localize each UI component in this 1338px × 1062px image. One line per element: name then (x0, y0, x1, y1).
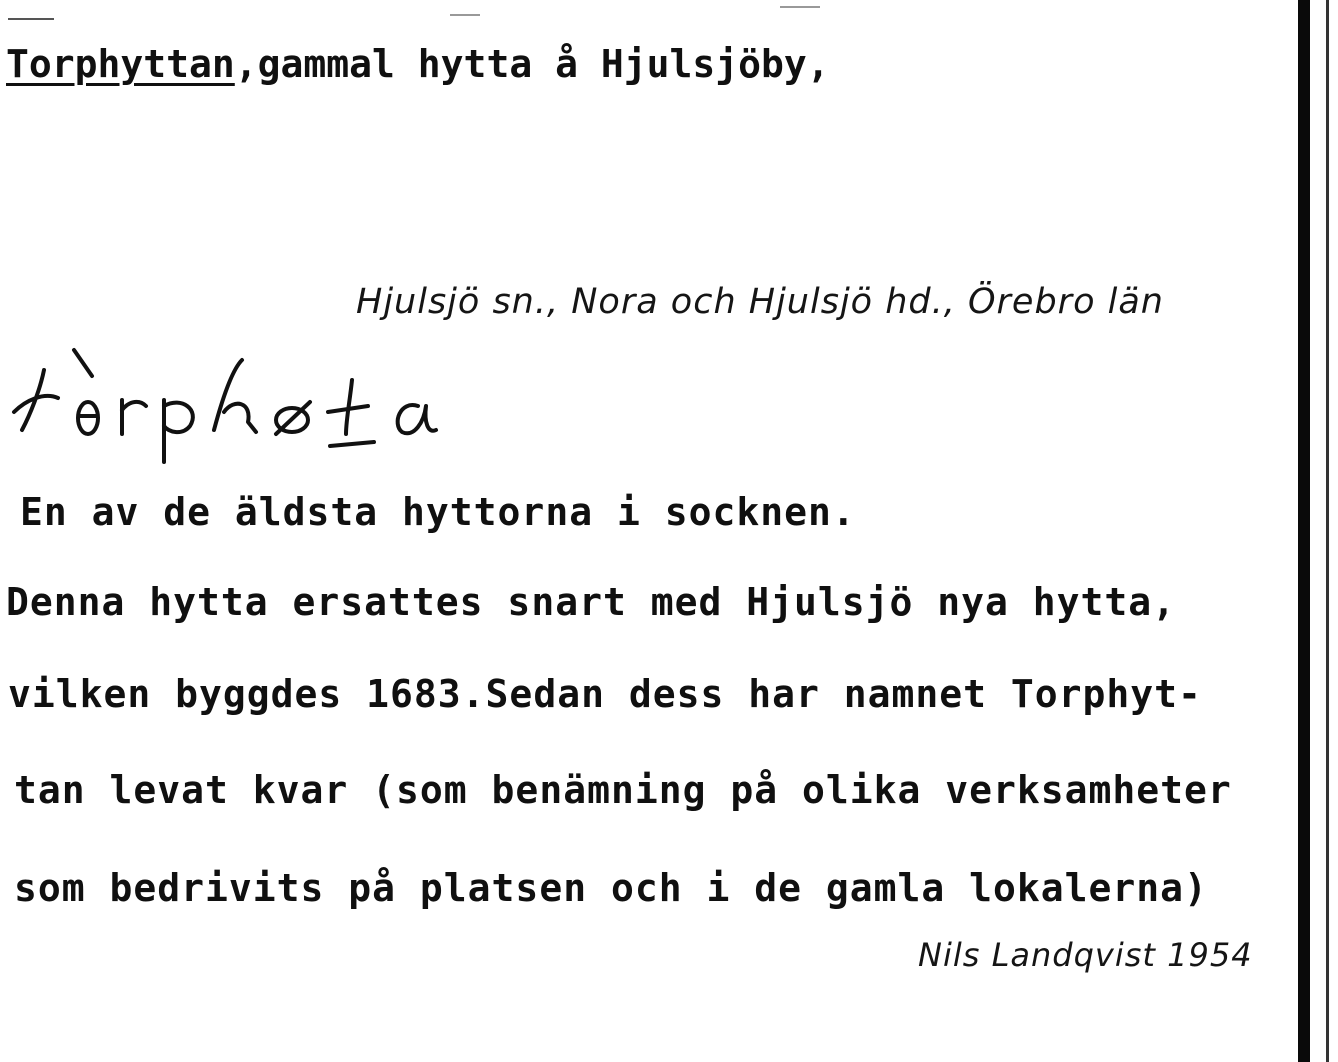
scan-speck (450, 14, 480, 16)
body-line-4: tan levat kvar (som benämning på olika verksamheter (14, 768, 1232, 812)
card-edge-line (1326, 0, 1329, 1062)
body-line-3: vilken byggdes 1683.Sedan dess har namnet Torphyt- (8, 672, 1202, 716)
body-line-2: Denna hytta ersattes snart med Hjulsjö nya hytta, (6, 580, 1177, 624)
phonetic-transcription-handwritten (0, 330, 470, 480)
locality-line: Hjulsjö sn., Nora och Hjulsjö hd., Örebro län (356, 282, 1164, 322)
headword-description: ,gammal hytta å Hjulsjöby, (234, 42, 830, 86)
body-line-1: En av de äldsta hyttorna i socknen. (20, 490, 856, 534)
headword-line (6, 42, 830, 86)
scan-speck (8, 18, 54, 20)
headword: Torphyttan (6, 42, 235, 86)
scan-speck (780, 6, 820, 8)
card-edge-shadow (1298, 0, 1310, 1062)
body-line-5: som bedrivits på platsen och i de gamla lokalerna) (14, 866, 1208, 910)
signature: Nils Landqvist 1954 (918, 936, 1253, 974)
